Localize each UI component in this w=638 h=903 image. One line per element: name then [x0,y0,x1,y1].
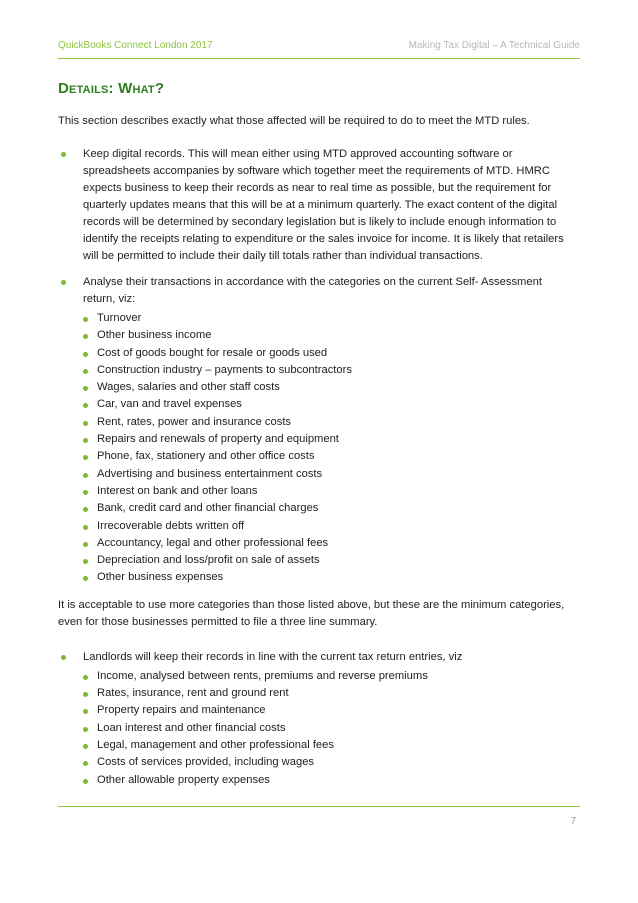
list-item: Legal, management and other professional fees [83,737,576,754]
list-item: Irrecoverable debts written off [83,518,576,535]
header-divider [58,58,580,59]
list-item: Loan interest and other financial costs [83,720,576,737]
section-title: Details: What? [58,80,165,97]
bullet-analyse-transactions [58,274,576,587]
list-item: Depreciation and loss/profit on sale of assets [83,552,576,569]
list-item: Wages, salaries and other staff costs [83,379,576,396]
self-assessment-category-list [83,310,576,587]
list-item: Cost of goods bought for resale or goods used [83,345,576,362]
page-number: 7 [570,816,576,827]
list-item: Interest on bank and other loans [83,483,576,500]
list-item: Advertising and business entertainment costs [83,466,576,483]
list-item: Phone, fax, stationery and other office costs [83,448,576,465]
bullet-text: Keep digital records. This will mean either using MTD approved accounting software or spreadsheets accompanies by software which together meet the requirements of MTD. HMRC expects business to keep their records as near to real time as possible, but the requirement for quarterly updates means that this will be at a minimum quarterly. The exact content of the digital records will be determined by secondary legislation but is likely to include enough information to identify the receipts relating to expenditure or the sales invoice for income. It is likely that retailers will be permitted to include their daily till totals rather than individual transactions. [83,148,564,262]
list-item: Other allowable property expenses [83,772,576,789]
bullet-text: Landlords will keep their records in line with the current tax return entries, viz [83,650,463,663]
categories-note-paragraph: It is acceptable to use more categories than those listed above, but these are the minimum categories, even for those businesses permitted to file a three line summary. [58,598,565,628]
list-item: Accountancy, legal and other professional fees [83,535,576,552]
list-item: Rent, rates, power and insurance costs [83,414,576,431]
footer-divider [58,806,580,807]
main-bullet-list [58,146,576,587]
list-item: Rates, insurance, rent and ground rent [83,685,576,702]
intro-paragraph: This section describes exactly what those affected will be required to do to meet the MTD rules. [58,115,530,127]
list-item: Property repairs and maintenance [83,702,576,719]
bullet-digital-records [58,146,576,265]
page-content [58,80,576,798]
landlord-bullet-list [58,649,576,789]
list-item: Other business expenses [83,569,576,586]
list-item: Bank, credit card and other financial charges [83,500,576,517]
list-item: Other business income [83,327,576,344]
list-item: Income, analysed between rents, premiums and reverse premiums [83,668,576,685]
page-header [58,40,580,56]
list-item: Costs of services provided, including wages [83,754,576,771]
list-item: Car, van and travel expenses [83,396,576,413]
bullet-text: Analyse their transactions in accordance with the categories on the current Self- Assessment return, viz: [83,276,542,305]
bullet-landlords [58,649,576,789]
list-item: Construction industry – payments to subcontractors [83,362,576,379]
list-item: Turnover [83,310,576,327]
list-item: Repairs and renewals of property and equipment [83,431,576,448]
header-right-text: Making Tax Digital – A Technical Guide [408,40,580,51]
landlord-category-list [83,668,576,789]
header-left-text: QuickBooks Connect London 2017 [58,40,213,51]
